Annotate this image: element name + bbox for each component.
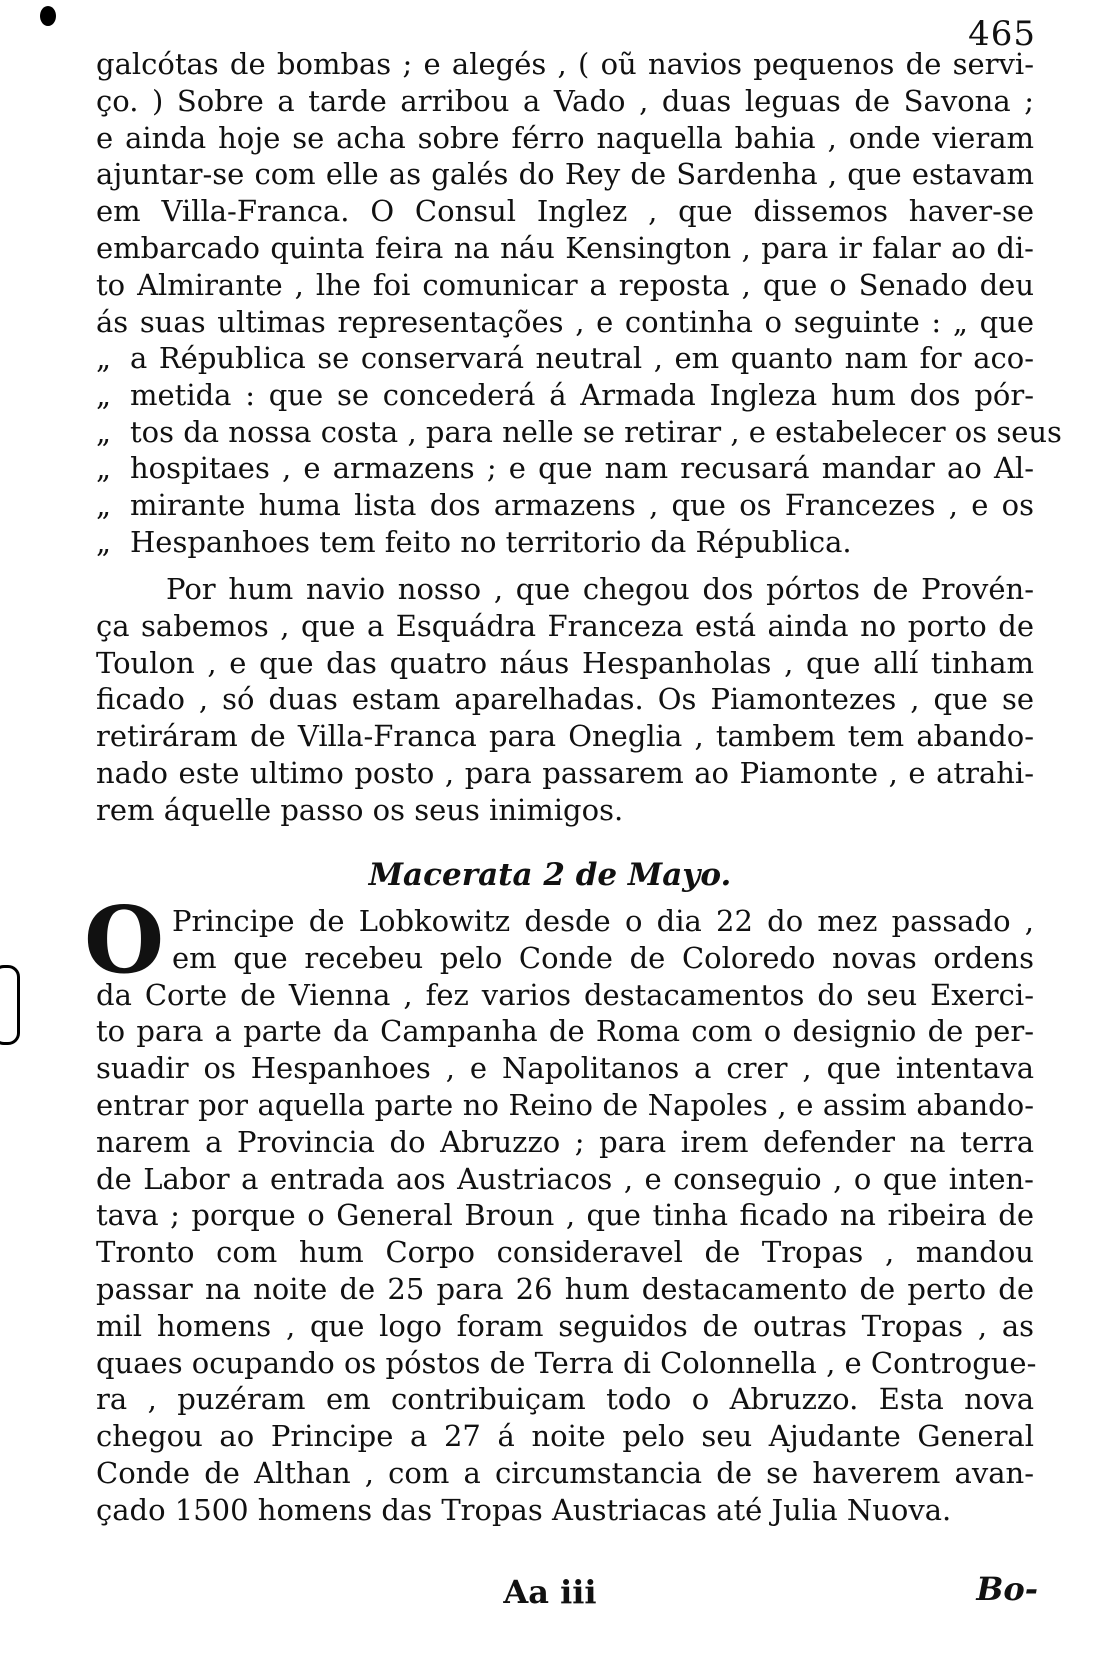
text-line: em Villa-Franca. O Consul Inglez , que dissemos haver-se <box>96 194 1034 229</box>
quote-mark: „ <box>96 451 112 486</box>
text-line: Por hum navio nosso , que chegou dos pórtos de Provén- <box>166 572 1034 606</box>
text-line: de Labor a entrada aos Austriacos , e conseguio , o que inten- <box>96 1161 1034 1196</box>
text-line: da Corte de Vienna , fez varios destacamentos do seu Exerci- <box>96 977 1034 1012</box>
dateline-heading: Macerata 2 de Mayo. <box>368 857 732 893</box>
text-line: Conde de Althan , com a circumstancia de se haverem avan- <box>96 1455 1034 1490</box>
quote-line <box>96 340 1034 377</box>
quote-line <box>96 450 1034 487</box>
quote-mark: „ <box>96 488 112 523</box>
text-line: retiráram de Villa-Franca para Oneglia , tambem tem abando- <box>96 719 1034 754</box>
quote-text: Hespanhoes tem feito no territorio da Républica. <box>130 524 852 559</box>
paragraph-3 <box>96 903 1037 1529</box>
text-line: suadir os Hespanhoes , e Napolitanos a crer , que intentava <box>96 1051 1034 1086</box>
text-line: Tronto com hum Corpo consideravel de Tropas , mandou <box>96 1235 1034 1270</box>
quote-mark: „ <box>96 524 112 559</box>
signature-mark: Aa iii <box>503 1573 597 1611</box>
text-line: ra , puzéram em contribuiçam todo o Abruzzo. Esta nova <box>96 1382 1034 1417</box>
quote-text: tos da nossa costa , para nelle se retirar , e estabelecer os seus <box>130 414 1062 449</box>
text-line: galcótas de bombas ; e alegés , ( oũ navios pequenos de servi- <box>96 47 1034 81</box>
text-line: embarcado quinta feira na náu Kensington , para ir falar ao di- <box>96 230 1034 265</box>
text-line: ço. ) Sobre a tarde arribou a Vado , duas leguas de Savona ; <box>96 83 1034 118</box>
text-line: Toulon , e que das quatro náus Hespanholas , que allí tinham <box>96 645 1034 680</box>
text-line: to Almirante , lhe foi comunicar a reposta , que o Senado deu <box>96 267 1034 302</box>
binding-clip-mark <box>0 965 20 1045</box>
quote-text: metida : que se concederá á Armada Ingleza hum dos pór- <box>130 377 1034 412</box>
quote-line <box>96 524 1034 561</box>
quote-text: mirante huma lista dos armazens , que os Francezes , e os <box>130 488 1034 523</box>
page-number: 465 <box>968 14 1036 54</box>
text-line: nado este ultimo posto , para passarem ao Piamonte , e atrahi- <box>96 755 1034 790</box>
text-line: ça sabemos , que a Esquádra Franceza está ainda no porto de <box>96 608 1034 643</box>
quote-line <box>96 377 1034 414</box>
text-line: mil homens , que logo foram seguidos de outras Tropas , as <box>96 1308 1034 1343</box>
quote-line <box>96 487 1034 524</box>
text-line: ajuntar-se com elle as galés do Rey de Sardenha , que estavam <box>96 157 1034 192</box>
text-line: chegou ao Principe a 27 á noite pelo seu Ajudante General <box>96 1419 1034 1454</box>
text-line: quaes ocupando os póstos de Terra di Colonnella , e Controgue- <box>96 1345 1037 1380</box>
quote-mark: „ <box>96 341 112 375</box>
text-line: passar na noite de 25 para 26 hum destacamento de perto de <box>96 1271 1034 1306</box>
text-line: em que recebeu pelo Conde de Coloredo novas ordens <box>172 940 1034 975</box>
paragraph-2 <box>96 571 1034 829</box>
text-line: Principe de Lobkowitz desde o dia 22 do mez passado , <box>172 904 1034 938</box>
catchword: Bo- <box>976 1570 1038 1608</box>
text-line: rem áquelle passo os seus inimigos. <box>96 792 624 827</box>
text-line: narem a Provincia do Abruzzo ; para irem defender na terra <box>96 1124 1034 1159</box>
text-line: e ainda hoje se acha sobre férro naquella bahia , onde vieram <box>96 120 1034 155</box>
ink-blot <box>40 6 56 26</box>
paragraph-1 <box>96 46 1034 340</box>
text-line: to para a parte da Campanha de Roma com o designio de per- <box>96 1014 1034 1049</box>
quote-mark: „ <box>96 414 112 449</box>
quote-text: hospitaes , e armazens ; e que nam recusará mandar ao Al- <box>130 451 1034 486</box>
quote-text: a Républica se conservará neutral , em quanto nam for aco- <box>130 341 1034 375</box>
text-line: entrar por aquella parte no Reino de Napoles , e assim abando- <box>96 1087 1034 1122</box>
quote-line <box>96 414 1062 451</box>
text-line: tava ; porque o General Broun , que tinha ficado na ribeira de <box>96 1198 1034 1233</box>
text-line: çado 1500 homens das Tropas Austriacas até Julia Nuova. <box>96 1492 952 1527</box>
quoted-resolution <box>96 340 1062 561</box>
text-line: ás suas ultimas representações , e continha o seguinte : „ que <box>96 304 1034 339</box>
quote-mark: „ <box>96 377 112 412</box>
text-line: ficado , só duas estam aparelhadas. Os Piamontezes , que se <box>96 682 1034 717</box>
drop-cap: O <box>84 886 165 994</box>
